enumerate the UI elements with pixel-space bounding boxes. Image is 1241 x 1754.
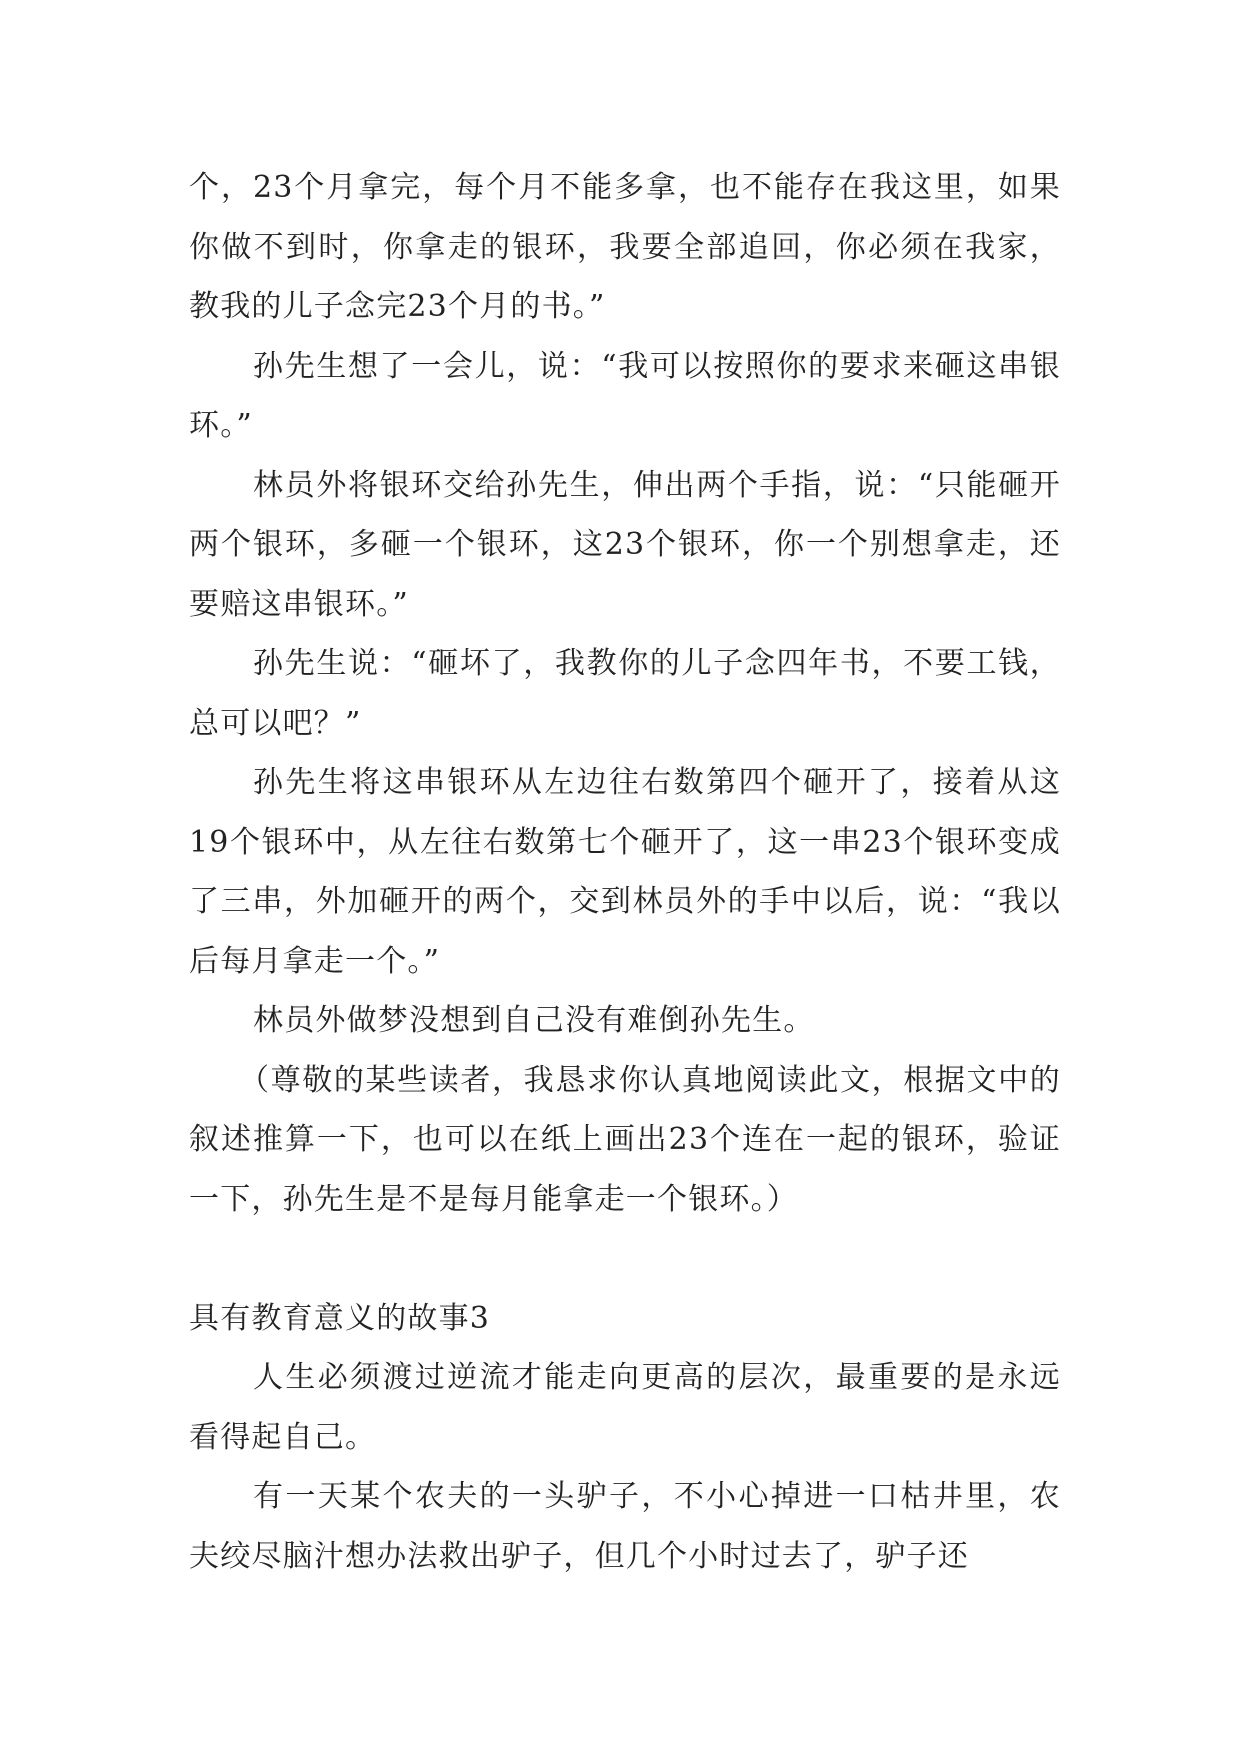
paragraph: 孙先生说：“砸坏了，我教你的儿子念四年书，不要工钱，总可以吧？” [189, 646, 1061, 741]
section-heading: 具有教育意义的故事3 [189, 1300, 491, 1336]
paragraph: 孙先生想了一会儿，说：“我可以按照你的要求来砸这串银环。” [189, 348, 1061, 443]
section-spacer [189, 1229, 1061, 1289]
paragraph-continuation: 个，23个月拿完，每个月不能多拿，也不能存在我这里，如果你做不到时，你拿走的银环，我要全部追回，你必须在我家，教我的儿子念完23个月的书。” [189, 170, 1061, 324]
paragraph-note: （尊敬的某些读者，我恳求你认真地阅读此文，根据文中的叙述推算一下，也可以在纸上画出23个连在一起的银环，验证一下，孙先生是不是每月能拿走一个银环。） [189, 1062, 1061, 1217]
paragraph: 人生必须渡过逆流才能走向更高的层次，最重要的是永远看得起自己。 [189, 1360, 1061, 1455]
paragraph: 孙先生将这串银环从左边往右数第四个砸开了，接着从这19个银环中，从左往右数第七个砸开了，这一串23个银环变成了三串，外加砸开的两个，交到林员外的手中以后，说：“我以后每月拿走一个。” [189, 765, 1061, 979]
paragraph: 有一天某个农夫的一头驴子，不小心掉进一口枯井里，农夫绞尽脑汁想办法救出驴子，但几个小时过去了，驴子还 [189, 1479, 1061, 1574]
paragraph: 林员外做梦没想到自己没有难倒孙先生。 [253, 1003, 815, 1038]
document-body [189, 158, 1061, 1586]
paragraph: 林员外将银环交给孙先生，伸出两个手指，说：“只能砸开两个银环，多砸一个银环，这23个银环，你一个别想拿走，还要赔这串银环。” [189, 467, 1061, 622]
